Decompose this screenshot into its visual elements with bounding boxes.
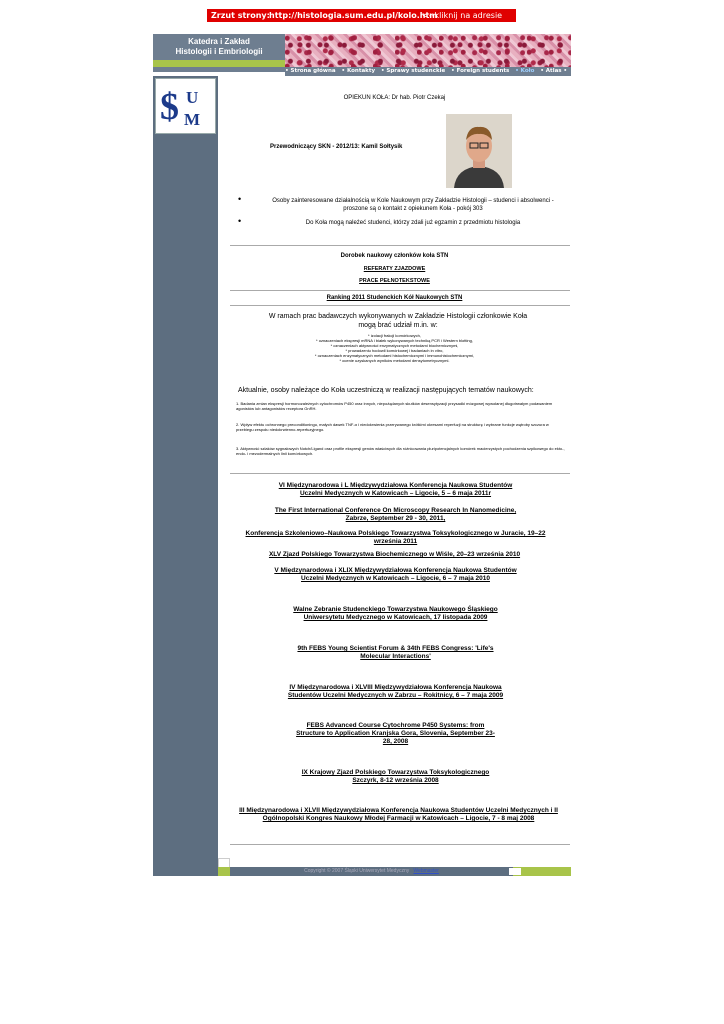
- screenshot-url-banner[interactable]: [207, 9, 516, 22]
- footer-white-box: [509, 868, 521, 875]
- chairman-photo: [446, 114, 512, 188]
- research-intro: W ramach prac badawczych wykonywanych w Zakładzie Histologii członkowie Koła mogą brać udział m.in. w:: [268, 313, 528, 329]
- ranking-link[interactable]: Ranking 2011 Studenckich Kół Naukowych STN: [326, 295, 463, 301]
- department-line2: Histologii i Embriologii: [175, 47, 263, 56]
- nav-atlas[interactable]: • Atlas •: [540, 68, 567, 74]
- person-photo-icon: [446, 114, 512, 188]
- histology-banner-image: [285, 34, 571, 67]
- sum-logo[interactable]: [155, 78, 216, 134]
- conference-link[interactable]: Konferencja Szkoleniowo–Naukowa Polskiego Towarzystwa Toksykologicznego w Juracie, 19–22 września 2011: [245, 530, 546, 545]
- left-sidebar: [153, 76, 218, 876]
- nav-contacts[interactable]: • Kontakty: [341, 68, 376, 74]
- footer-bar: [218, 867, 571, 876]
- conference-link[interactable]: IV Międzynarodowa i XLVIII Międzywydziałowa Konferencja Naukowa Studentów Uczelni Medycznych w Zabrzu – Rokitnicy, 6 – 7 maja 2009: [287, 684, 504, 699]
- copyright-text: Copyright © 2007 Śląski Uniwersytet Medyczny: [304, 868, 410, 874]
- banner-label: Zrzut strony:: [211, 11, 270, 20]
- conference-link[interactable]: IX Krajowy Zjazd Polskiego Towarzystwa Toksykologicznego Szczyrk, 8-12 września 2008: [301, 769, 490, 784]
- bullet-text-membership: Do Koła mogą należeć studenci, którzy zdali już egzamin z przedmiotu histologia: [305, 220, 521, 226]
- divider: [230, 844, 570, 845]
- conference-link[interactable]: VI Międzynarodowa i L Międzywydziałowa Konferencja Naukowa Studentów Uczelni Medycznych w Katowicach – Ligocie, 5 – 6 maja 2011r: [278, 482, 513, 497]
- svg-text:M: M: [184, 110, 201, 129]
- opiekun-text: OPIEKUN KOŁA: Dr hab. Piotr Czekaj: [343, 95, 446, 101]
- sum-logo-icon: [156, 79, 215, 133]
- conference-link[interactable]: III Międzynarodowa i XLVII Międzywydziałowa Konferencja Naukowa Studentów Uczelni Medycznych i II Ogólnopolski Kongres Naukowy Młodej Farmacji w Katowicach – Ligocie, 7 - 8 maj 2008: [239, 807, 558, 822]
- nav-student-affairs[interactable]: • Sprawy studenckie: [380, 68, 446, 74]
- svg-text:U: U: [186, 88, 199, 107]
- conference-link[interactable]: V Międzynarodowa i XLIX Międzywydziałowa Konferencja Naukowa Studentów Uczelni Medycznych w Katowicach – Ligocie, 6 – 7 maja 2010: [274, 567, 517, 582]
- nav-kolo[interactable]: • Koło: [515, 68, 535, 74]
- methods-list: [218, 333, 571, 363]
- divider: [230, 305, 570, 306]
- method-item: * prowadzeniu hodowli komórkowej i badaniach in vitro,: [345, 348, 444, 353]
- department-line1: Katedra i Zakład: [188, 37, 250, 46]
- prace-link[interactable]: PRACE PEŁNOTEKSTOWE: [359, 278, 430, 284]
- divider: [230, 245, 570, 246]
- webmaster-link[interactable]: Webmaster: [413, 868, 439, 874]
- referaty-link[interactable]: REFERATY ZJAZDOWE: [363, 266, 426, 272]
- main-content: [218, 76, 571, 866]
- banner-hint: <--kliknij na adresie: [422, 11, 503, 20]
- divider: [230, 473, 570, 474]
- nav-foreign-students[interactable]: • Foreign students: [451, 68, 510, 74]
- bullet-text-contact: Osoby zainteresowane działalnością w Kole Naukowym przy Zakładzie Histologii – studenci i absolwenci - proszone są o kontakt z opiekunem Koła - pokój 303: [272, 198, 554, 212]
- przewodniczacy-text: Przewodniczący SKN - 2012/13: Kamil Sołtysik: [270, 144, 403, 150]
- bullet-icon: •: [238, 194, 242, 204]
- header-accent-bar: [153, 60, 285, 67]
- topic-item: 2. Wpływ efektu ochronnego preconditioningu, małych dawek TNF-α i niedokrwienia przerywanego krótkimi okresami reperfuzji na strukturę i wybrane funkcje wątroby szczura w przebiegu zespołu niedokrwienno-reperfuzyjnego.: [236, 422, 549, 432]
- method-item: * oznaczeniach aktywności enzymatycznych metodami biochemicznymi,: [330, 343, 459, 348]
- nav-home[interactable]: • Strona główna: [285, 68, 336, 74]
- topic-item: 1. Badania zmian ekspresji hormonozależnych cytochromów P450 oraz innych, niepożądanych skutków desensytyzacji przysadki mózgowej wywołanej długotrwałym podawaniem agonistów lub antagonistów receptora GnRH.: [236, 401, 553, 411]
- conference-link[interactable]: 9th FEBS Young Scientist Forum & 34th FEBS Congress: 'Life's Molecular Interactions': [297, 645, 494, 660]
- conference-link[interactable]: XLV Zjazd Polskiego Towarzystwa Biochemicznego w Wiśle, 20–23 września 2010: [268, 551, 521, 558]
- svg-text:$: $: [160, 86, 179, 128]
- dorobek-heading: Dorobek naukowy członków koła STN: [340, 253, 449, 259]
- main-nav: [285, 67, 571, 76]
- divider: [230, 290, 570, 291]
- method-item: * oznaczeniach enzymatycznych metodami histochemicznymi i immunohistochemicznymi,: [314, 353, 475, 358]
- method-item: * oznaczeniach ekspresji mRNA i białek wykonywanych techniką PCR i Western blotting,: [316, 338, 473, 343]
- method-item: * izolacji frakcji komórkowych,: [368, 333, 421, 338]
- footer-copyright: [230, 867, 513, 876]
- conference-link[interactable]: The First International Conference On Microscopy Research In Nanomedicine, Zabrze, September 29 - 30, 2011,: [274, 507, 517, 522]
- topic-item: 3. Aktywność szlaków sygnałowych Notch/Ligand oraz profile ekspresji genów właściwych dla różnicowania pluripotencjalnych komórek macierzystych pochodzenia szpikowego do ekto-, endo- i mezodermalnych linii komórkowych.: [236, 446, 565, 456]
- conference-link[interactable]: FEBS Advanced Course Cytochrome P450 Systems: from Structure to Application Kranjska Gora, Slovenia, September 23-28, 2008: [296, 722, 495, 745]
- banner-url[interactable]: http://histologia.sum.edu.pl/kolo.htm: [269, 11, 438, 20]
- current-topics-heading: Aktualnie, osoby należące do Koła uczestniczą w realizacji następujących tematów naukowych:: [238, 387, 534, 394]
- method-item: * ocenie uzyskanych wyników metodami densytometrycznymi.: [339, 358, 450, 363]
- conference-link[interactable]: Walne Zebranie Studenckiego Towarzystwa Naukowego Śląskiego Uniwersytetu Medycznego w Katowicach, 17 listopada 2009: [293, 606, 498, 621]
- bullet-icon: •: [238, 216, 242, 226]
